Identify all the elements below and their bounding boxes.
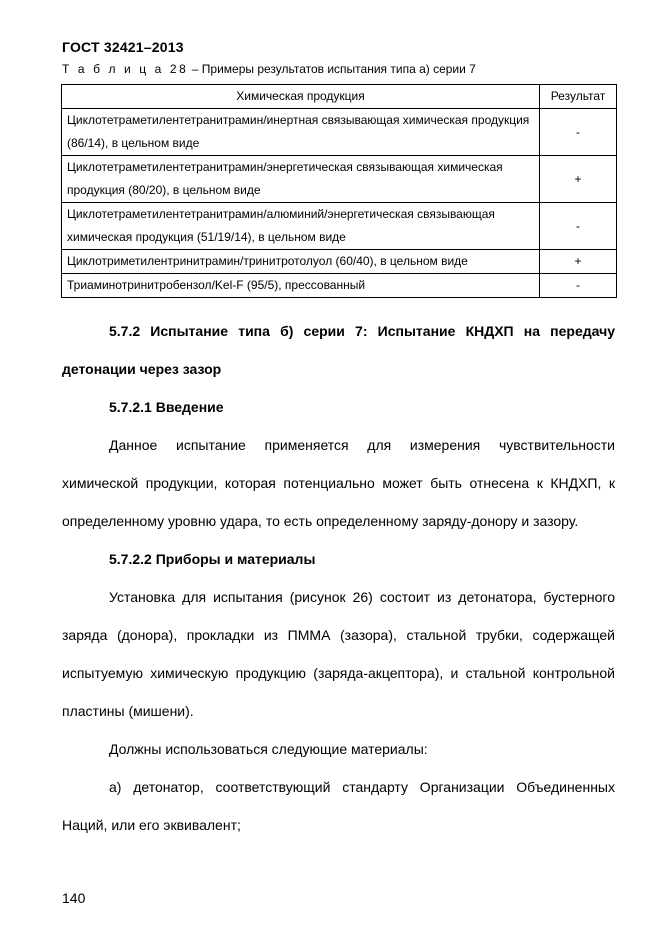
table-caption-prefix: Т а б л и ц а 28 bbox=[62, 62, 189, 76]
result-cell: - bbox=[540, 203, 617, 250]
introduction-paragraph: Данное испытание применяется для измерения чувствительности химической продукции, которая потенциально может быть отнесена к КНДХП, к определенному уровню удара, то есть определенному заряду-донору и зазору. bbox=[62, 437, 615, 529]
apparatus-paragraph: Установка для испытания (рисунок 26) состоит из детонатора, бустерного заряда (донора), прокладки из ПММА (зазора), стальной трубки, содержащей испытуемую химическую продукцию (заряда-акцептора), и стальной контрольной пластины (мишени). bbox=[62, 589, 615, 719]
subsection-heading-introduction: 5.7.2.1 Введение bbox=[109, 399, 224, 415]
table-header-row bbox=[62, 85, 617, 109]
document-header: ГОСТ 32421–2013 bbox=[62, 39, 184, 55]
table-row bbox=[62, 274, 617, 298]
product-cell: Циклотетраметилентетранитрамин/инертная связывающая химическая продукция (86/14), в цельном виде bbox=[62, 109, 540, 156]
product-cell: Триаминотринитробензол/Kel-F (95/5), прессованный bbox=[62, 274, 540, 298]
table-row bbox=[62, 109, 617, 156]
product-cell: Циклотетраметилентетранитрамин/энергетическая связывающая химическая продукция (80/20), в цельном виде bbox=[62, 156, 540, 203]
table-caption-text: – Примеры результатов испытания типа а) серии 7 bbox=[188, 62, 476, 76]
table-row bbox=[62, 203, 617, 250]
materials-item-a: а) детонатор, соответствующий стандарту Организации Объединенных Наций, или его эквивалент; bbox=[62, 779, 615, 833]
results-table bbox=[61, 84, 617, 298]
result-cell: - bbox=[540, 109, 617, 156]
column-header-product: Химическая продукция bbox=[62, 85, 540, 109]
table-row bbox=[62, 250, 617, 274]
section-heading: 5.7.2 Испытание типа б) серии 7: Испытание КНДХП на передачу детонации через зазор bbox=[62, 323, 615, 377]
table-row bbox=[62, 156, 617, 203]
column-header-result: Результат bbox=[540, 85, 617, 109]
page-number: 140 bbox=[62, 890, 86, 906]
result-cell: + bbox=[540, 250, 617, 274]
result-cell: - bbox=[540, 274, 617, 298]
product-cell: Циклотриметилентринитрамин/тринитротолуол (60/40), в цельном виде bbox=[62, 250, 540, 274]
subsection-heading-apparatus: 5.7.2.2 Приборы и материалы bbox=[109, 551, 316, 567]
result-cell: + bbox=[540, 156, 617, 203]
materials-intro: Должны использоваться следующие материалы: bbox=[109, 741, 428, 757]
table-caption bbox=[62, 62, 476, 76]
body-text bbox=[62, 312, 615, 844]
product-cell: Циклотетраметилентетранитрамин/алюминий/энергетическая связывающая химическая продукция (51/19/14), в цельном виде bbox=[62, 203, 540, 250]
